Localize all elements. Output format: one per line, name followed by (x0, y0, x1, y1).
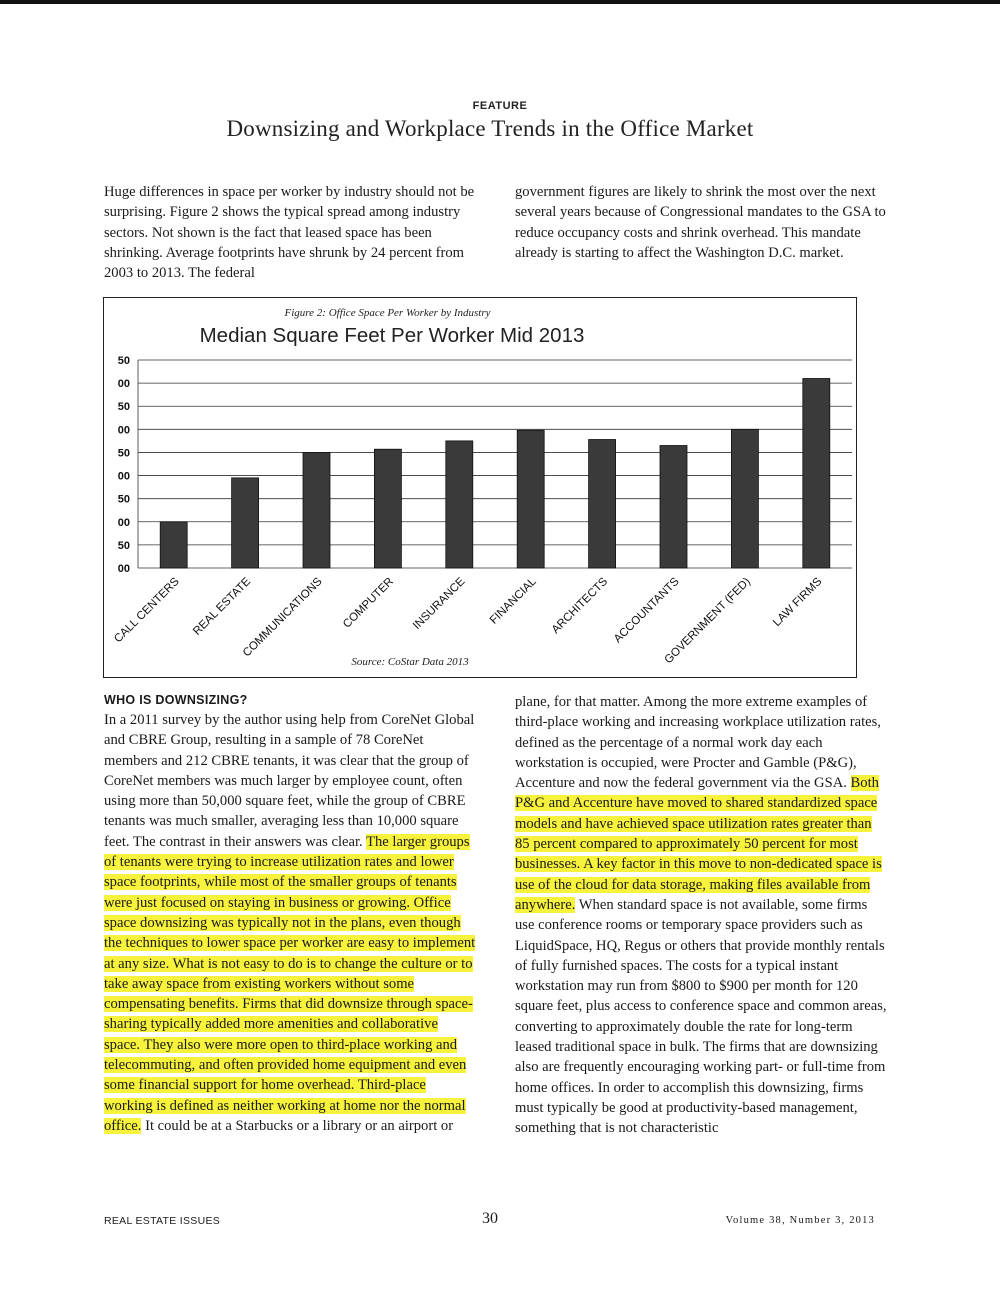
bar (803, 378, 830, 568)
y-tick-label: 00 (117, 516, 130, 529)
journal-name: REAL ESTATE ISSUES (104, 1215, 221, 1227)
body-left-paragraph (104, 710, 476, 1136)
volume-info: Volume 38, Number 3, 2013 (725, 1215, 875, 1226)
body-left-column (104, 690, 476, 1136)
x-tick-label: LAW FIRMS (771, 575, 825, 630)
section-kicker: FEATURE (472, 100, 528, 112)
body-right-paragraph (515, 692, 887, 1139)
bar (303, 452, 330, 568)
y-tick-label: 50 (117, 355, 130, 367)
intro-left-column (104, 182, 476, 283)
highlighted-passage-right: Both P&G and Accenture have moved to shared standardized space models and have achieved space utilization rates greater than 85 percent compared to approximately 50 percent for most businesses. A key factor in this move to non-dedicated space is use of the cloud for data storage, making files available from anywhere. (515, 775, 882, 913)
y-tick-label: 00 (117, 424, 130, 437)
y-tick-label: 50 (117, 401, 130, 414)
x-tick-label: COMPUTER (340, 575, 397, 631)
x-tick-label: CALL CENTERS (112, 575, 182, 646)
y-tick-label: 00 (117, 470, 130, 483)
y-tick-label: 00 (117, 378, 130, 391)
bar (446, 441, 473, 568)
bar (517, 430, 544, 568)
bar-chart (104, 350, 856, 670)
x-tick-label: INSURANCE (411, 575, 468, 633)
intro-left-paragraph: Huge differences in space per worker by industry should not be surprising. Figure 2 shows the typical spread among industry sectors. Not shown is the fact that leased space has been shrinking. Average footprints have shrunk by 24 percent from 2003 to 2013. The federal (104, 184, 475, 282)
x-tick-label: REAL ESTATE (191, 575, 254, 638)
x-tick-label: ARCHITECTS (549, 575, 611, 637)
page-top-rule (0, 0, 1000, 4)
figure-caption: Figure 2: Office Space Per Worker by Industry (284, 307, 491, 319)
page-number: 30 (482, 1210, 498, 1227)
highlighted-passage-left: The larger groups of tenants were trying to increase utilization rates and lower space footprints, while most of the smaller groups of tenants were just focused on staying in business or growing. Office space downsizing was typically not in the plans, even though the techniques to lower space per worker are easy to implement at any size. What is not easy to do is to change the culture or to take away space from existing workers without some compensating benefits. Firms that did downsize through space-sharing typically added more amenities and collaborative space. They also were more open to third-place working and telecommuting, and often provided home equipment and even some financial support for home overhead. Third-place working is defined as neither working at home nor the normal office. (104, 833, 476, 1134)
bar (374, 449, 401, 568)
bar (589, 440, 616, 568)
intro-right-paragraph: government figures are likely to shrink the most over the next several years because of Congressional mandates to the GSA to reduce occupancy costs and shrink overhead. This mandate already is starting to affect the Washington D.C. market. (515, 184, 886, 261)
body-left-text: In a 2011 survey by the author using help from CoreNet Global and CBRE Group, resulting in a sample of 78 CoreNet members and 212 CBRE tenants, it was clear that the group of CoreNet members was much larger by employee count, often using more than 50,000 square feet, while the group of CBRE tenants was much smaller, averaging less than 10,000 square feet. The contrast in their answers was clear. (104, 712, 475, 850)
section-heading: WHO IS DOWNSIZING? (104, 693, 248, 707)
body-right-end-text: When standard space is not available, some firms use conference rooms or temporary space providers such as LiquidSpace, HQ, Regus or others that provide monthly rentals of fully furnished spaces. The costs for a typical instant workstation may run from $800 to $900 per month for 120 square feet, plus access to conference space and common areas, converting to approximately double the rate for long-term leased traditional space in bulk. The firms that are downsizing also are frequently encouraging working part- or full-time from home offices. In order to accomplish this downsizing, firms must typically be good at productivity-based management, something that is not characteristic (515, 896, 887, 1137)
x-tick-label: ACCOUNTANTS (611, 575, 682, 646)
bar (660, 446, 687, 568)
figure-source: Source: CoStar Data 2013 (351, 656, 469, 668)
x-tick-label: GOVERNMENT (FED) (662, 575, 754, 667)
body-right-column (515, 692, 887, 1139)
bar (232, 478, 259, 568)
y-tick-label: 50 (117, 493, 130, 506)
body-right-text: plane, for that matter. Among the more extreme examples of third-place working and increasing workplace utilization rates, defined as the percentage of a normal work day each workstation is occupied, were Procter and Gamble (P&G), Accenture and now the federal government via the GSA. (515, 694, 881, 792)
x-tick-label: FINANCIAL (487, 575, 539, 627)
bar (160, 522, 187, 568)
y-tick-label: 50 (117, 447, 130, 460)
intro-right-column (515, 182, 887, 263)
bar (731, 429, 758, 568)
chart-title: Median Square Feet Per Worker Mid 2013 (199, 324, 585, 347)
y-tick-label: 50 (117, 539, 130, 552)
x-tick-label: COMMUNICATIONS (240, 575, 325, 660)
body-left-end-text: It could be at a Starbucks or a library or an airport or (145, 1117, 454, 1134)
article-title: Downsizing and Workplace Trends in the Office Market (226, 116, 754, 141)
y-tick-label: 00 (117, 563, 130, 575)
